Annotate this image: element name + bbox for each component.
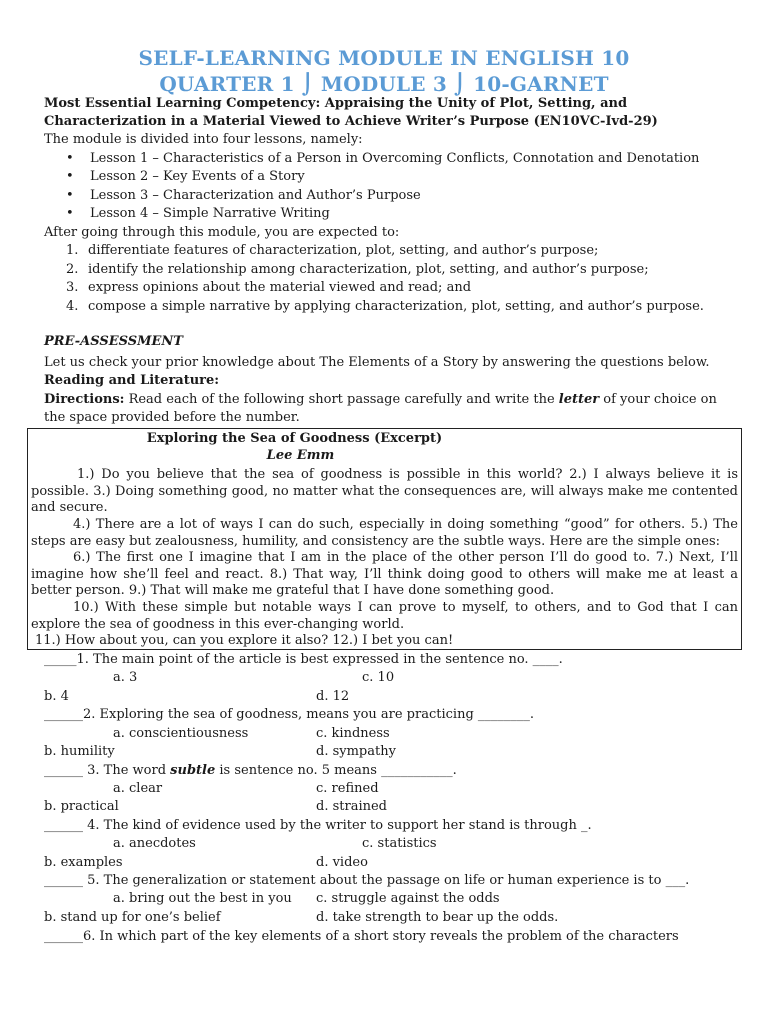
option-c: c. 10	[362, 670, 395, 685]
option-c: c. refined	[316, 781, 379, 796]
option-a: a. anecdotes	[113, 836, 196, 851]
lesson-item: • Lesson 3 – Characterization and Author’s Purpose	[66, 188, 421, 203]
objective-item: 3. express opinions about the material viewed and read; and	[66, 280, 472, 295]
directions-line1: Directions: Read each of the following short passage carefully and write the letter of your choice on	[44, 392, 717, 407]
objective-item: 4. compose a simple narrative by applying characterization, plot, setting, and author’s purpose.	[66, 299, 704, 314]
module-title-line1: SELF-LEARNING MODULE IN ENGLISH 10	[138, 46, 630, 70]
option-d: d. strained	[316, 799, 387, 814]
directions-line2: the space provided before the number.	[44, 410, 300, 425]
question-stem: _____1. The main point of the article is best expressed in the sentence no. ____.	[44, 652, 563, 667]
question-stem: ______ 4. The kind of evidence used by the writer to support her stand is through _.	[44, 818, 592, 833]
option-b: b. humility	[44, 744, 115, 759]
pre-assessment-intro: Let us check your prior knowledge about The Elements of a Story by answering the questions below.	[44, 355, 710, 370]
option-a: a. bring out the best in you	[113, 891, 292, 906]
option-a: a. 3	[113, 670, 138, 685]
passage-paragraph: 6.) The first one I imagine that I am in the place of the other person I’ll do good to. 7.) Next, I’ll imagine how she’ll feel and react. 8.) That way, I’ll think doing good to others will make me at least a better person. 9.) That will make me grateful that I have done something good.	[31, 550, 738, 598]
option-c: c. kindness	[316, 726, 390, 741]
lesson-item: • Lesson 1 – Characteristics of a Person in Overcoming Conflicts, Connotation and Denotation	[66, 151, 700, 166]
option-c: c. statistics	[362, 836, 437, 851]
lesson-item: • Lesson 2 – Key Events of a Story	[66, 169, 305, 184]
competency-line1: Most Essential Learning Competency: Appraising the Unity of Plot, Setting, and	[44, 96, 628, 111]
question-stem: ______ 3. The word subtle is sentence no. 5 means ___________.	[44, 763, 457, 778]
option-b: b. stand up for one’s belief	[44, 910, 221, 925]
module-divided-text: The module is divided into four lessons, namely:	[44, 132, 363, 147]
passage-paragraph: 10.) With these simple but notable ways I can prove to myself, to others, and to God that I can explore the sea of goodness in this ever-changing world.	[31, 600, 738, 632]
question-stem: ______6. In which part of the key elements of a short story reveals the problem of the characters	[44, 929, 679, 944]
lesson-item: • Lesson 4 – Simple Narrative Writing	[66, 206, 330, 221]
option-b: b. 4	[44, 689, 69, 704]
option-d: d. video	[316, 855, 368, 870]
passage-paragraph: 4.) There are a lot of ways I can do such, especially in doing something “good” for others. 5.) The steps are easy but zealousness, humility, and consistency are the subtle ways. Here are the simple ones:	[31, 517, 738, 549]
pre-assessment-heading: PRE-ASSESSMENT	[44, 334, 183, 349]
passage-author: Lee Emm	[266, 448, 335, 463]
option-c: c. struggle against the odds	[316, 891, 500, 906]
module-title-line2: QUARTER 1 ⌡ MODULE 3 ⌡ 10-GARNET	[159, 72, 609, 96]
competency-line2: Characterization in a Material Viewed to Achieve Writer’s Purpose (EN10VC-Ivd-29)	[44, 114, 658, 129]
option-d: d. 12	[316, 689, 350, 704]
option-d: d. sympathy	[316, 744, 396, 759]
objective-item: 2. identify the relationship among characterization, plot, setting, and author’s purpose;	[66, 262, 649, 277]
passage-paragraph: 1.) Do you believe that the sea of goodness is possible in this world? 2.) I always believe it is possible. 3.) Doing something good, no matter what the consequences are, will always make me contented and secure.	[31, 467, 738, 515]
question-stem: ______ 5. The generalization or statement about the passage on life or human experience is to ___.	[44, 873, 690, 888]
passage-box	[27, 428, 742, 650]
option-b: b. practical	[44, 799, 119, 814]
expected-text: After going through this module, you are expected to:	[44, 225, 400, 240]
option-d: d. take strength to bear up the odds.	[316, 910, 559, 925]
option-a: a. clear	[113, 781, 163, 796]
section-label: Reading and Literature:	[44, 373, 220, 388]
question-stem: ______2. Exploring the sea of goodness, means you are practicing ________.	[44, 707, 535, 722]
option-a: a. conscientiousness	[113, 726, 249, 741]
option-b: b. examples	[44, 855, 123, 870]
passage-title: Exploring the Sea of Goodness (Excerpt)	[146, 431, 443, 446]
passage-paragraph: 11.) How about you, can you explore it also? 12.) I bet you can!	[35, 633, 454, 648]
objective-item: 1. differentiate features of characterization, plot, setting, and author’s purpose;	[66, 243, 599, 258]
